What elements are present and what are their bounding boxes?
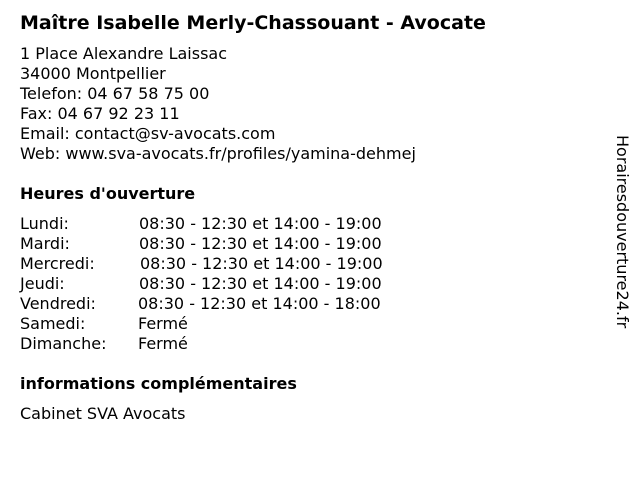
website-address: Web: www.sva-avocats.fr/profiles/yamina-dehmej	[20, 144, 416, 163]
contact-block	[20, 44, 416, 164]
info-text: Cabinet SVA Avocats	[20, 404, 186, 423]
hours-day: Mercredi:	[20, 254, 95, 273]
hours-day: Vendredi:	[20, 294, 96, 313]
hours-day: Lundi:	[20, 214, 69, 233]
hours-time: 08:30 - 12:30 et 14:00 - 19:00	[139, 234, 382, 253]
email-address: Email: contact@sv-avocats.com	[20, 124, 276, 143]
hours-time: 08:30 - 12:30 et 14:00 - 19:00	[139, 274, 382, 293]
hours-heading: Heures d'ouverture	[20, 184, 196, 203]
address-street: 1 Place Alexandre Laissac	[20, 44, 228, 63]
fax-number: Fax: 04 67 92 23 11	[20, 104, 180, 123]
site-watermark-label: Horairesdouverture24.fr	[613, 135, 632, 329]
address-city: 34000 Montpellier	[20, 64, 166, 83]
hours-time: 08:30 - 12:30 et 14:00 - 18:00	[138, 294, 381, 313]
hours-day: Samedi:	[20, 314, 86, 333]
page-title: Maître Isabelle Merly-Chassouant - Avocate	[20, 12, 486, 34]
hours-day: Mardi:	[20, 234, 70, 253]
hours-time: 08:30 - 12:30 et 14:00 - 19:00	[139, 214, 382, 233]
hours-time: Fermé	[138, 314, 188, 333]
info-heading: informations complémentaires	[20, 374, 297, 393]
hours-day: Dimanche:	[20, 334, 107, 353]
hours-day: Jeudi:	[20, 274, 65, 293]
hours-time: 08:30 - 12:30 et 14:00 - 19:00	[140, 254, 383, 273]
phone-number: Telefon: 04 67 58 75 00	[20, 84, 210, 103]
hours-time: Fermé	[138, 334, 188, 353]
